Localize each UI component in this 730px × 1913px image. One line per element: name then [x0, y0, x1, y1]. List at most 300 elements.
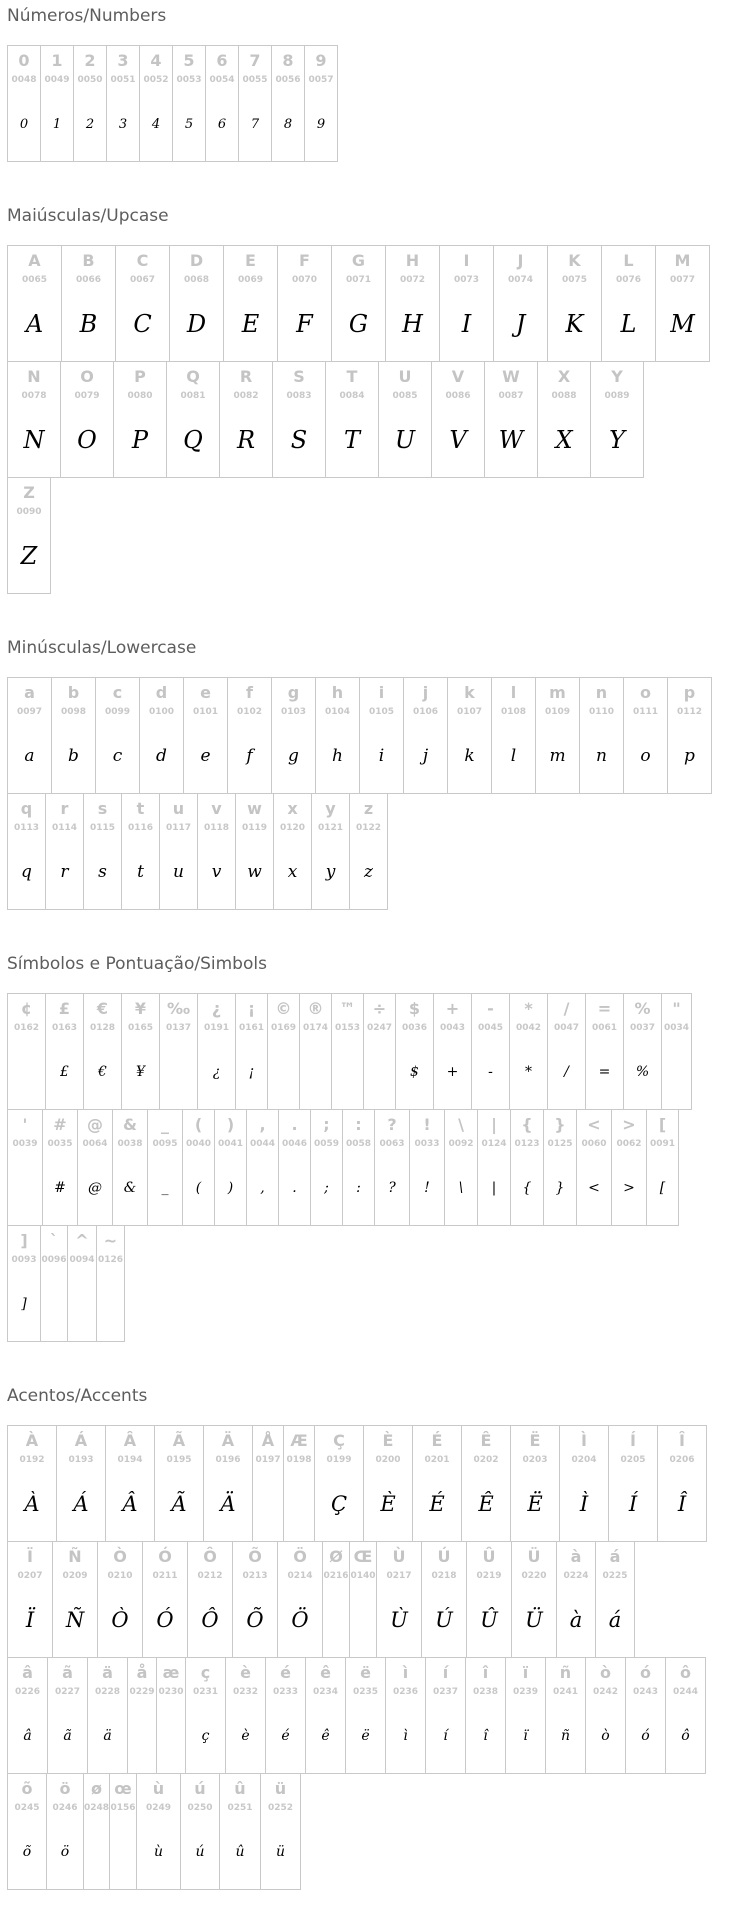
glyph-cell — [156, 1657, 186, 1774]
character-code: 0108 — [500, 707, 527, 717]
section-symbols — [7, 954, 730, 1342]
character-code: 0042 — [515, 1023, 542, 1033]
glyph-cell — [585, 993, 624, 1110]
reference-character: C — [136, 251, 149, 270]
glyph-cell — [535, 677, 580, 794]
character-map — [7, 6, 730, 1890]
character-code: 0165 — [127, 1023, 154, 1033]
glyph-cell — [608, 1425, 658, 1542]
font-glyph: e — [200, 746, 211, 766]
font-glyph: F — [296, 310, 313, 338]
glyph-cell — [52, 1541, 98, 1658]
character-code: 0217 — [386, 1571, 412, 1581]
character-code: 0243 — [632, 1687, 659, 1697]
glyph-cell — [585, 1657, 626, 1774]
character-code: 0194 — [117, 1455, 143, 1465]
reference-character: 0 — [18, 51, 30, 70]
glyph-cell — [235, 793, 274, 910]
character-code: 0227 — [54, 1687, 81, 1697]
character-code: 0090 — [16, 507, 42, 517]
glyph-cell — [136, 1773, 181, 1890]
font-glyph-missing — [268, 1039, 299, 1105]
glyph-cell — [83, 993, 122, 1110]
reference-character: ? — [387, 1115, 397, 1134]
character-code: 0226 — [14, 1687, 41, 1697]
reference-character: Ì — [581, 1431, 587, 1450]
glyph-cell — [579, 677, 624, 794]
glyph-cell — [40, 45, 74, 162]
reference-character: \ — [458, 1115, 464, 1134]
font-glyph: i — [378, 746, 385, 766]
font-glyph: \ — [458, 1180, 464, 1196]
reference-character: Â — [123, 1431, 137, 1450]
character-code: 0045 — [477, 1023, 504, 1033]
font-glyph: # — [54, 1180, 66, 1196]
character-code: 0098 — [60, 707, 87, 717]
font-glyph-missing — [323, 1587, 349, 1653]
glyph-cell — [661, 993, 692, 1110]
reference-character: o — [640, 683, 651, 702]
reference-character: Z — [23, 483, 35, 502]
font-glyph: Ô — [201, 1608, 219, 1632]
font-glyph: Ñ — [65, 1608, 85, 1632]
font-glyph: Ö — [291, 1608, 309, 1632]
reference-character: Ç — [333, 1431, 345, 1450]
reference-character: A — [28, 251, 41, 270]
glyph-cell — [625, 1657, 666, 1774]
character-code: 0067 — [129, 275, 156, 285]
glyph-cell — [273, 793, 312, 910]
glyph-cell — [225, 1657, 266, 1774]
reference-character: u — [172, 799, 185, 818]
reference-character: 6 — [216, 51, 228, 70]
character-code: 0123 — [514, 1139, 540, 1149]
glyph-cell — [7, 477, 51, 594]
reference-character: L — [623, 251, 634, 270]
glyph-cell — [484, 361, 538, 478]
character-code: 0213 — [242, 1571, 268, 1581]
font-glyph-missing — [97, 1271, 124, 1337]
reference-character: } — [554, 1115, 566, 1134]
reference-character: Ú — [437, 1547, 451, 1566]
glyph-cell — [623, 993, 662, 1110]
font-glyph: Y — [609, 426, 625, 454]
glyph-cell — [97, 1541, 143, 1658]
reference-character: Õ — [248, 1547, 262, 1566]
reference-character: l — [510, 683, 517, 702]
font-glyph: m — [549, 746, 566, 766]
character-code: 0248 — [84, 1803, 110, 1813]
character-code: 0069 — [237, 275, 264, 285]
glyph-cell — [42, 1109, 78, 1226]
character-code: 0201 — [424, 1455, 450, 1465]
glyph-cell — [310, 1109, 343, 1226]
reference-character: ï — [522, 1663, 529, 1682]
font-glyph-missing — [84, 1819, 109, 1885]
font-glyph-missing — [662, 1039, 691, 1105]
character-code: 0192 — [19, 1455, 45, 1465]
font-glyph-missing — [332, 1039, 363, 1105]
glyph-cell — [322, 1541, 350, 1658]
character-code: 0062 — [616, 1139, 642, 1149]
character-code: 0055 — [242, 75, 268, 85]
character-code: 0083 — [286, 391, 312, 401]
reference-character: M — [674, 251, 691, 270]
character-code: 0234 — [312, 1687, 339, 1697]
font-glyph: R — [236, 426, 256, 454]
font-glyph: è — [241, 1728, 250, 1744]
font-glyph: w — [247, 862, 262, 882]
font-glyph: q — [21, 862, 32, 882]
font-glyph: ¡ — [248, 1064, 255, 1080]
font-glyph: È — [380, 1492, 396, 1516]
reference-character: í — [442, 1663, 449, 1682]
reference-character: X — [557, 367, 571, 386]
character-code: 0050 — [77, 75, 103, 85]
font-glyph: / — [564, 1064, 569, 1080]
reference-character: ù — [152, 1779, 165, 1798]
font-glyph: Ü — [525, 1608, 543, 1632]
font-glyph: O — [77, 426, 97, 454]
reference-character: z — [363, 799, 374, 818]
reference-character: á — [609, 1547, 621, 1566]
glyph-cell — [315, 677, 360, 794]
reference-character: t — [136, 799, 145, 818]
character-code: 0040 — [185, 1139, 212, 1149]
font-glyph: 5 — [184, 116, 194, 132]
font-glyph: ï — [523, 1728, 528, 1744]
glyph-cell — [363, 993, 396, 1110]
reference-character: Ö — [293, 1547, 307, 1566]
glyph-cell — [378, 361, 432, 478]
character-code: 0118 — [203, 823, 230, 833]
character-code: 0212 — [197, 1571, 223, 1581]
character-code: 0087 — [498, 391, 524, 401]
font-glyph: * — [525, 1064, 532, 1080]
character-code: 0113 — [13, 823, 40, 833]
font-glyph: 8 — [283, 116, 293, 132]
reference-character: ò — [600, 1663, 611, 1682]
glyph-cell — [185, 1657, 226, 1774]
font-glyph: Ä — [220, 1492, 236, 1516]
reference-character: c — [112, 683, 123, 702]
character-code: 0225 — [602, 1571, 628, 1581]
font-glyph: z — [364, 862, 373, 882]
glyph-cell — [305, 1657, 346, 1774]
glyph-cell — [311, 793, 350, 910]
glyph-cell — [159, 993, 198, 1110]
character-code: 0124 — [481, 1139, 507, 1149]
glyph-cell — [7, 45, 41, 162]
glyph-cell — [96, 1225, 125, 1342]
font-glyph: Î — [677, 1492, 687, 1516]
character-code: 0101 — [192, 707, 219, 717]
glyph-cell — [45, 993, 84, 1110]
glyph-cell — [655, 245, 710, 362]
reference-character: I — [463, 251, 470, 270]
reference-character: ™ — [339, 999, 356, 1018]
font-glyph: > — [623, 1180, 635, 1196]
character-code: 0125 — [547, 1139, 573, 1149]
reference-character: D — [189, 251, 204, 270]
font-glyph: Ó — [156, 1608, 174, 1632]
glyph-cell — [505, 1657, 546, 1774]
character-code: 0198 — [286, 1455, 312, 1465]
glyph-cell — [471, 993, 510, 1110]
reference-character: n — [595, 683, 608, 702]
font-glyph: f — [246, 746, 253, 766]
font-glyph: ù — [153, 1844, 164, 1860]
reference-character: Å — [261, 1431, 275, 1450]
character-code: 0199 — [326, 1455, 352, 1465]
font-glyph: ¥ — [136, 1064, 145, 1080]
font-glyph: N — [23, 426, 45, 454]
section-title: Números/Numbers — [7, 6, 167, 26]
reference-character: f — [246, 683, 253, 702]
glyph-cell — [595, 1541, 635, 1658]
character-code: 0091 — [649, 1139, 676, 1149]
glyph-cell — [67, 1225, 97, 1342]
font-glyph: é — [281, 1728, 290, 1744]
character-code: 0203 — [522, 1455, 548, 1465]
reference-character: , — [259, 1115, 266, 1134]
reference-character: d — [155, 683, 168, 702]
reference-character: ( — [194, 1115, 203, 1134]
reference-character: V — [451, 367, 465, 386]
character-code: 0063 — [379, 1139, 405, 1149]
character-code: 0073 — [453, 275, 480, 285]
character-code: 0200 — [375, 1455, 401, 1465]
font-glyph: Ò — [111, 1608, 129, 1632]
font-glyph: c — [112, 746, 123, 766]
glyph-row — [7, 677, 730, 794]
reference-character: ø — [91, 1779, 102, 1798]
font-glyph: 2 — [85, 116, 95, 132]
reference-character: r — [60, 799, 69, 818]
character-code: 0224 — [563, 1571, 589, 1581]
font-glyph: € — [98, 1064, 107, 1080]
font-glyph: 9 — [316, 116, 326, 132]
font-glyph: t — [137, 862, 144, 882]
font-glyph: û — [235, 1844, 245, 1860]
glyph-cell — [331, 245, 386, 362]
reference-character: ô — [680, 1663, 691, 1682]
font-glyph: X — [555, 426, 573, 454]
font-glyph: u — [173, 862, 184, 882]
font-glyph: 3 — [118, 116, 128, 132]
font-glyph-missing — [160, 1039, 197, 1105]
character-code: 0244 — [672, 1687, 699, 1697]
reference-character: û — [234, 1779, 246, 1798]
character-code: 0137 — [165, 1023, 192, 1033]
character-code: 0109 — [544, 707, 571, 717]
character-code: 0049 — [44, 75, 70, 85]
font-glyph: ) — [227, 1180, 234, 1196]
font-glyph: Á — [73, 1492, 89, 1516]
font-glyph: Ç — [330, 1492, 348, 1516]
reference-character: 4 — [150, 51, 162, 70]
glyph-cell — [7, 1109, 43, 1226]
font-glyph: n — [596, 746, 607, 766]
font-glyph: ç — [201, 1728, 210, 1744]
glyph-cell — [547, 993, 586, 1110]
glyph-cell — [425, 1657, 466, 1774]
character-code: 0079 — [74, 391, 100, 401]
font-glyph-missing — [300, 1039, 331, 1105]
font-glyph: [ — [659, 1180, 666, 1196]
font-glyph: x — [287, 862, 298, 882]
reference-character: å — [136, 1663, 148, 1682]
glyph-row — [7, 245, 730, 362]
glyph-cell — [232, 1541, 278, 1658]
font-glyph: A — [25, 310, 44, 338]
font-glyph: , — [260, 1180, 265, 1196]
glyph-cell — [73, 45, 107, 162]
character-code: 0116 — [127, 823, 154, 833]
glyph-cell — [105, 1425, 155, 1542]
font-glyph: ì — [403, 1728, 408, 1744]
reference-character: Œ — [353, 1547, 373, 1566]
reference-character: ñ — [559, 1663, 572, 1682]
character-code: 0117 — [165, 823, 192, 833]
character-code: 0111 — [632, 707, 659, 717]
glyph-cell — [61, 245, 116, 362]
glyph-cell — [139, 45, 173, 162]
reference-character: Y — [611, 367, 623, 386]
character-code: 0110 — [588, 707, 615, 717]
glyph-cell — [556, 1541, 596, 1658]
glyph-row — [7, 45, 730, 162]
glyph-cell — [277, 245, 332, 362]
glyph-cell — [559, 1425, 609, 1542]
character-code: 0106 — [412, 707, 439, 717]
character-code: 0250 — [187, 1803, 213, 1813]
font-glyph: r — [60, 862, 69, 882]
glyph-cell — [60, 361, 114, 478]
glyph-cell — [403, 677, 448, 794]
font-glyph: { — [522, 1180, 532, 1196]
character-code: 0218 — [431, 1571, 457, 1581]
font-glyph: g — [288, 746, 299, 766]
glyph-row — [7, 1425, 730, 1542]
font-glyph: À — [24, 1492, 40, 1516]
section-title: Maiúsculas/Upcase — [7, 206, 169, 226]
glyph-cell — [7, 1657, 48, 1774]
font-glyph: d — [156, 746, 167, 766]
font-glyph: ã — [63, 1728, 72, 1744]
reference-character: 1 — [51, 51, 63, 70]
character-code: 0231 — [192, 1687, 219, 1697]
reference-character: Ä — [221, 1431, 235, 1450]
glyph-cell — [7, 677, 52, 794]
font-glyph: ! — [424, 1180, 430, 1196]
font-glyph: 4 — [151, 116, 161, 132]
glyph-cell — [205, 45, 239, 162]
glyph-row — [7, 361, 730, 478]
character-code: 0076 — [615, 275, 642, 285]
font-glyph: % — [635, 1064, 650, 1080]
font-glyph: W — [498, 426, 524, 454]
glyph-row — [7, 1657, 730, 1774]
reference-character: É — [431, 1431, 443, 1450]
glyph-cell — [510, 1109, 544, 1226]
font-glyph: H — [402, 310, 423, 338]
font-glyph: Õ — [246, 1608, 264, 1632]
font-glyph: s — [98, 862, 107, 882]
font-glyph: ú — [195, 1844, 205, 1860]
glyph-cell — [409, 1109, 445, 1226]
font-glyph: á — [608, 1608, 622, 1632]
reference-character: © — [275, 999, 292, 1018]
font-glyph: 1 — [52, 116, 62, 132]
glyph-cell — [537, 361, 591, 478]
reference-character: £ — [58, 999, 71, 1018]
character-code: 0033 — [414, 1139, 440, 1149]
font-glyph: l — [510, 746, 517, 766]
character-code: 0114 — [51, 823, 78, 833]
reference-character: ^ — [75, 1231, 89, 1250]
character-code: 0245 — [14, 1803, 40, 1813]
reference-character: " — [672, 999, 681, 1018]
reference-character: Ë — [529, 1431, 541, 1450]
glyph-cell — [7, 993, 46, 1110]
font-glyph: ñ — [560, 1728, 571, 1744]
reference-character: w — [247, 799, 262, 818]
font-glyph-missing — [8, 1039, 45, 1105]
character-code: 0084 — [339, 391, 365, 401]
character-code: 0102 — [236, 707, 263, 717]
font-glyph: o — [640, 746, 651, 766]
font-glyph: K — [565, 310, 584, 338]
character-code: 0220 — [521, 1571, 547, 1581]
character-code: 0072 — [399, 275, 426, 285]
glyph-cell — [545, 1657, 586, 1774]
reference-character: _ — [161, 1115, 169, 1134]
character-code: 0074 — [507, 275, 534, 285]
font-glyph-missing — [41, 1271, 67, 1337]
character-code: 0196 — [215, 1455, 241, 1465]
glyph-cell — [271, 677, 316, 794]
character-code: 0210 — [107, 1571, 133, 1581]
reference-character: 2 — [84, 51, 96, 70]
character-code: 0051 — [110, 75, 136, 85]
glyph-cell — [576, 1109, 612, 1226]
character-code: 0058 — [345, 1139, 372, 1149]
reference-character: m — [549, 683, 566, 702]
glyph-cell — [433, 993, 472, 1110]
font-glyph: ü — [275, 1844, 286, 1860]
reference-character: æ — [162, 1663, 180, 1682]
reference-character: ö — [59, 1779, 71, 1798]
glyph-cell — [601, 245, 656, 362]
reference-character: k — [464, 683, 475, 702]
font-glyph: Â — [122, 1492, 138, 1516]
glyph-cell — [376, 1541, 422, 1658]
glyph-cell — [590, 361, 644, 478]
character-code: 0048 — [11, 75, 37, 85]
character-code: 0236 — [392, 1687, 419, 1697]
reference-character: Ô — [203, 1547, 217, 1566]
reference-character: ¿ — [211, 999, 222, 1018]
character-code: 0115 — [89, 823, 116, 833]
glyph-row — [7, 1773, 730, 1890]
font-glyph: ; — [324, 1180, 329, 1196]
reference-character: F — [299, 251, 310, 270]
reference-character: ì — [402, 1663, 409, 1682]
glyph-cell — [166, 361, 220, 478]
character-code: 0161 — [238, 1023, 265, 1033]
font-glyph: à — [569, 1608, 583, 1632]
